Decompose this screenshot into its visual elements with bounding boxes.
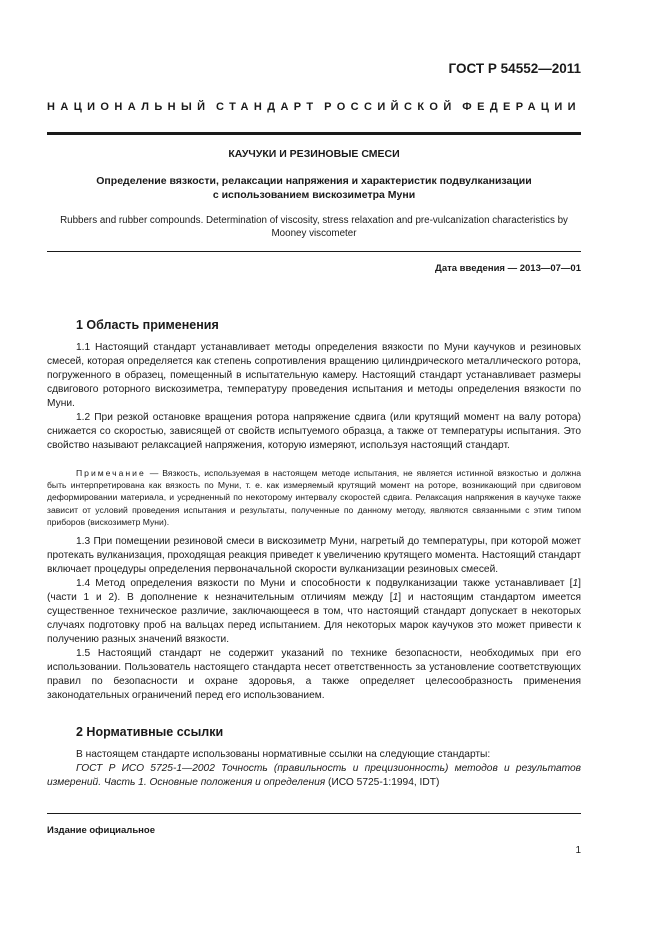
english-title-line: Rubbers and rubber compounds. Determination of viscosity, stress relaxation and pre-vulcanization characteristics by bbox=[60, 215, 568, 226]
english-title bbox=[47, 214, 581, 240]
official-edition: Издание официальное bbox=[47, 825, 155, 836]
iso-reference: (ИСО 5725-1:1994, IDT) bbox=[325, 777, 440, 788]
document-subtitle bbox=[47, 174, 581, 202]
p14-c: ] и настоящим стандартом имеется существенное техническое различие, заключающееся в том, что настоящий стандарт допускает в некоторых случаях подготовку проб на вальцах перед испытанием. Для некоторых марок каучуков это может привести к получению разных значений вязкости. bbox=[47, 592, 581, 645]
document-title: КАУЧУКИ И РЕЗИНОВЫЕ СМЕСИ bbox=[228, 148, 400, 160]
paragraph-2-1: В настоящем стандарте использованы нормативные ссылки на следующие стандарты: bbox=[76, 749, 491, 760]
paragraph-1-2: 1.2 При резкой остановке вращения ротора напряжение сдвига (или крутящий момент на валу ротора) снижается со скоростью, зависящей от свойств испытуемого образца, а также от температуры испытания. Это свойство называют релаксацией напряжения, которую измеряют, используя настоящий стандарт. bbox=[47, 412, 581, 451]
section-1-body-cont bbox=[47, 535, 581, 703]
national-word: РОССИЙСКОЙ bbox=[324, 101, 457, 113]
standard-code: ГОСТ Р 54552—2011 bbox=[448, 61, 581, 76]
paragraph-1-5: 1.5 Настоящий стандарт не содержит указаний по технике безопасности, необходимых при его использовании. Пользователь настоящего стандарта несет ответственность за установление соответствующих правил по безопасности и охране здоровья, а также определяет целесообразность применения законодательных ограничений перед его использованием. bbox=[47, 648, 581, 701]
introduction-date: Дата введения — 2013—07—01 bbox=[435, 263, 581, 274]
section-2-heading: 2 Нормативные ссылки bbox=[76, 725, 224, 739]
english-title-line: Mooney viscometer bbox=[271, 228, 357, 239]
reference-1: 1 bbox=[572, 578, 579, 589]
national-standard-line bbox=[47, 101, 581, 113]
national-word: СТАНДАРТ bbox=[216, 101, 319, 113]
national-word: НАЦИОНАЛЬНЫЙ bbox=[47, 101, 211, 113]
paragraph-1-3: 1.3 При помещении резиновой смеси в вискозиметр Муни, нагретый до температуры, при которой может протекать вулканизация, проходящая реакция приведет к увеличению крутящего момента. Настоящий стандарт включает процедуры определения первоначальной скорости вулканизации резиновых смесей. bbox=[47, 536, 581, 575]
reference-1: 1 bbox=[392, 592, 399, 603]
note-paragraph bbox=[47, 467, 581, 528]
paragraph-1-1: 1.1 Настоящий стандарт устанавливает методы определения вязкости по Муни каучуков и резиновых смесей, которая определяется как степень сопротивления вращению цилиндрического металлического ротора, погруженного в образец, помещенный в испытательную камеру. Настоящий стандарт устанавливает размеры сдвигового роторного вискозиметра, температуру проведения испытания и методы определения вязкости по Муни. bbox=[47, 342, 581, 409]
note-block bbox=[47, 467, 581, 528]
subtitle-line: Определение вязкости, релаксации напряжения и характеристик подвулканизации bbox=[96, 175, 532, 187]
paragraph-1-4 bbox=[47, 577, 581, 647]
note-text: — Вязкость, используемая в настоящем методе испытания, не является истинной вязкостью и должна быть интерпретирована как вязкость по Муни, т. е. как измеряемый крутящий момент на роторе, возникающий при сдвиговом деформировании материала, и усредненный по некоторому интервалу скоростей сдвига. Релаксация напряжения в каучуке также зависит от условий проведения испытания и результаты, полученные по данному методу, являются связанными с этим типом приборов (вискозиметр Муни). bbox=[47, 468, 581, 527]
note-label: Примечание bbox=[76, 468, 146, 478]
gost-reference: ГОСТ Р ИСО 5725-1—2002 Точность (правильность и прецизионность) методов и результатов измерений. Часть 1. Основные положения и определения bbox=[47, 763, 581, 788]
section-1-heading: 1 Область применения bbox=[76, 318, 219, 332]
page-number: 1 bbox=[575, 845, 581, 856]
section-1-body bbox=[47, 341, 581, 453]
p14-a: 1.4 Метод определения вязкости по Муни и способности к подвулканизации также устанавливает [ bbox=[76, 578, 573, 589]
footer-rule bbox=[47, 813, 581, 814]
national-word: ФЕДЕРАЦИИ bbox=[462, 101, 581, 113]
section-2-body bbox=[47, 748, 581, 790]
title-rule bbox=[47, 251, 581, 252]
header-rule bbox=[47, 132, 581, 135]
subtitle-line: с использованием вискозиметра Муни bbox=[212, 189, 416, 201]
paragraph-2-2 bbox=[47, 762, 581, 790]
p14-b: ] (части 1 и 2). В дополнение к незначительным отличиям между [ bbox=[47, 578, 581, 603]
